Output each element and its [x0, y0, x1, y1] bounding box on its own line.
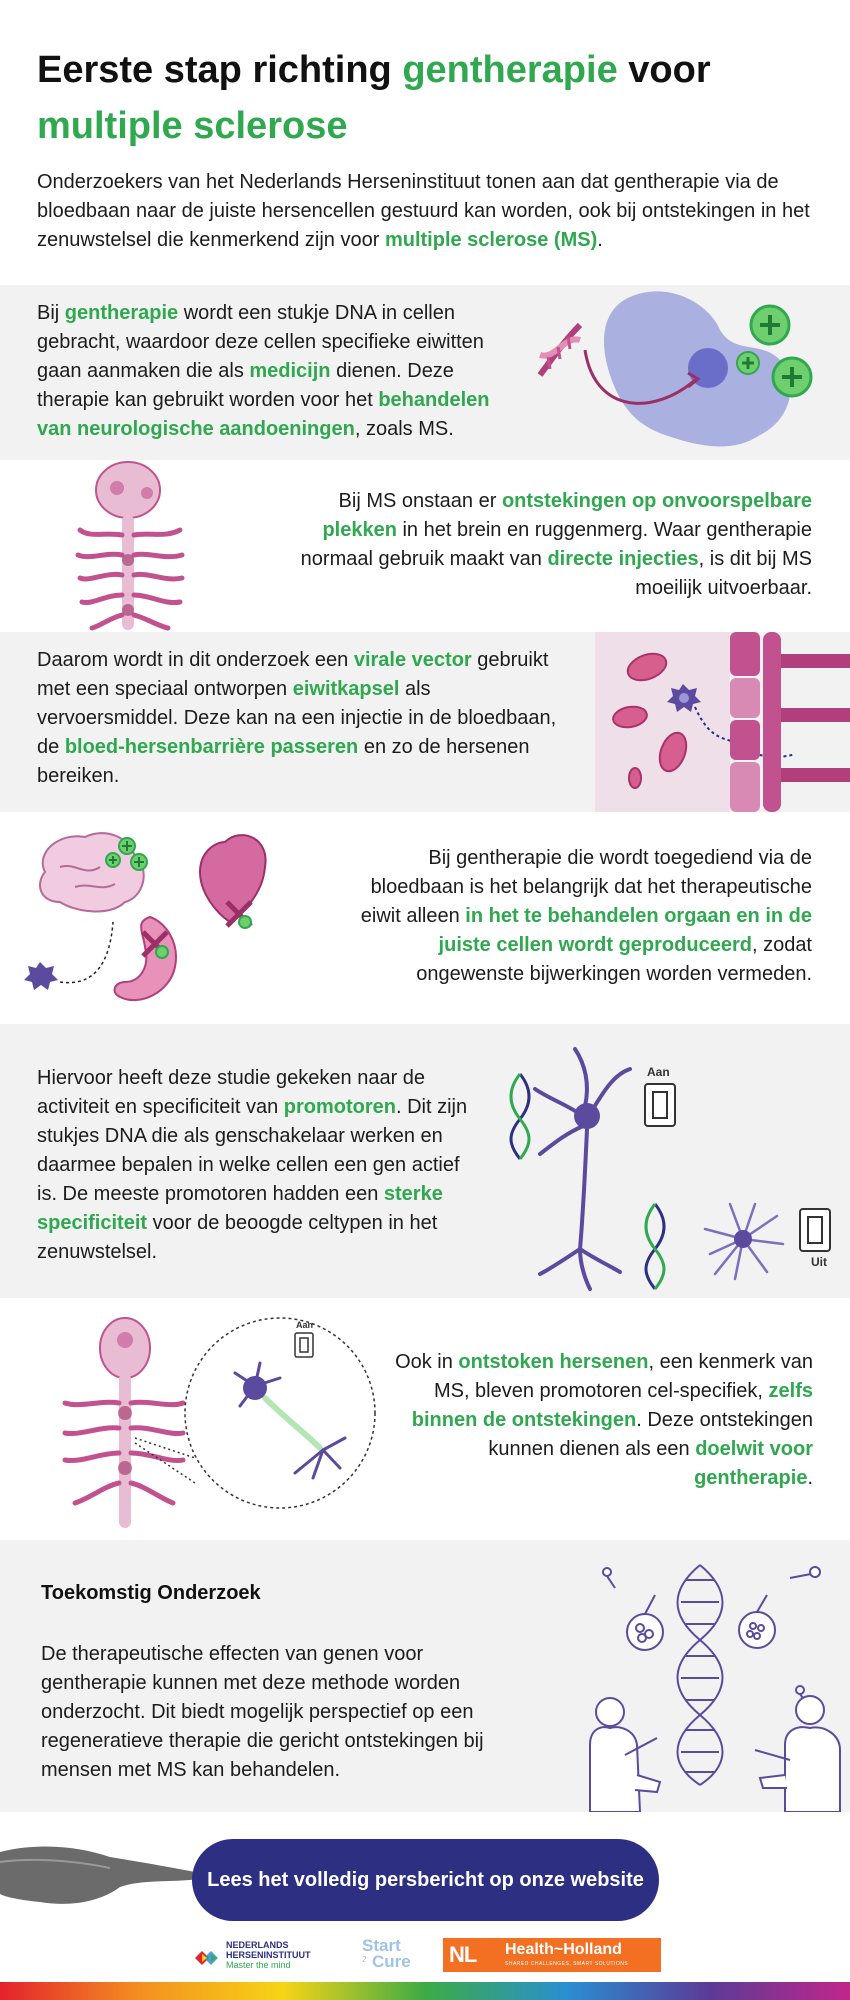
header	[0, 0, 850, 285]
nhi-line1: NEDERLANDS	[226, 1940, 289, 1950]
section-future-research	[0, 1540, 850, 1812]
viral-vector-text: Daarom wordt in dit onderzoek een virale vector gebruikt met een speciaal ontworpen eiwitkapsel als vervoersmiddel. Deze kan na een injectie in de bloedbaan, de bloed-hersenbarrière passeren en zo de hersenen bereiken.	[37, 649, 557, 787]
inflamed-brain-illustration	[55, 1308, 380, 1533]
endothelial-barrier-icon	[730, 632, 781, 812]
future-research-text: De therapeutische effecten van genen voor gentherapie kunnen met deze methode worden onderzocht. Dit biedt mogelijk perspectief op een regeneratieve therapie die gericht ontstekingen bij mensen met MS kan behandelen.	[41, 1643, 484, 1781]
nhi-line2: HERSENINSTITUUT	[226, 1950, 311, 1960]
switch-on-icon	[295, 1333, 313, 1357]
switch-on-label: Aan	[647, 1065, 670, 1079]
molecule-bubbles-icon	[603, 1567, 820, 1704]
logo-nhi[interactable]	[193, 1938, 338, 1976]
section-inflamed-brain	[0, 1298, 850, 1540]
astrocyte-endfeet-icon	[781, 654, 850, 782]
dna-strand-icon	[540, 325, 580, 375]
page-title: Eerste stap richting gentherapie voor multiple sclerose	[37, 49, 711, 147]
nhi-logo-icon	[193, 1944, 221, 1972]
switch-on-icon	[645, 1084, 675, 1126]
two-text: 2	[362, 1955, 367, 1964]
section-gene-therapy	[0, 285, 850, 460]
switch-off-icon	[800, 1209, 830, 1251]
organs-illustration	[15, 822, 305, 1017]
section-promoters	[0, 1024, 850, 1298]
pointing-hand-icon	[0, 1832, 200, 1912]
cure-text: Cure	[372, 1952, 411, 1971]
dna-strand-icon	[511, 1074, 529, 1159]
researcher-left-icon	[590, 1698, 660, 1812]
nl-text: NL	[449, 1942, 477, 1967]
spinal-cord-icon	[119, 1373, 131, 1528]
switch-on-label: Aan	[296, 1320, 314, 1330]
logo-start2cure[interactable]	[360, 1936, 432, 1976]
switch-off-label: Uit	[811, 1255, 827, 1269]
neuron-soma-icon	[574, 1103, 600, 1129]
gene-therapy-text: Bij gentherapie wordt een stukje DNA in cellen gebracht, waardoor deze cellen specifieke eiwitten gaan aanmaken die als medicijn dienen. Deze therapie kan gebruikt worden voor het behandelen van neurologische aandoeningen, zoals MS.	[37, 302, 490, 440]
cell-dna-illustration	[520, 285, 850, 460]
blood-brain-barrier-illustration	[595, 632, 850, 812]
future-research-heading: Toekomstig Onderzoek	[41, 1582, 261, 1604]
section-specific-expression	[0, 812, 850, 1024]
read-press-release-button[interactable]: Lees het volledig persbericht op onze website	[192, 1839, 659, 1921]
promoter-switch-illustration	[505, 1044, 850, 1294]
neuron-icon	[535, 1049, 630, 1289]
researchers-illustration	[585, 1560, 850, 1812]
researcher-right-icon	[755, 1696, 840, 1812]
section-ms-inflammation	[0, 460, 850, 632]
ms-inflammation-text: Bij MS onstaan er ontstekingen op onvoorspelbare plekken in het brein en ruggenmerg. Waar gentherapie normaal gebruik maakt van directe injecties, is dit bij MS moeilijk uitvoerbaar.	[300, 490, 812, 599]
hh-tagline: SHARED CHALLENGES, SMART SOLUTIONS	[505, 1961, 629, 1967]
specific-expression-text: Bij gentherapie die wordt toegediend via de bloedbaan is het belangrijk dat het therapeutische eiwit alleen in het te behandelen orgaan en in de juiste cellen wordt geproduceerd, zodat ongewenste bijwerkingen worden vermeden.	[360, 847, 812, 985]
nervous-system-illustration	[70, 460, 200, 632]
intro-text: Onderzoekers van het Nederlands Herseninstituut tonen aan dat gentherapie via de bloedbaan naar de juiste hersencellen gestuurd kan worden, ook bij ontstekingen in het zenuwstelsel die kenmerkend zijn voor multiple sclerose (MS).	[37, 171, 810, 251]
logo-health-holland[interactable]	[443, 1938, 661, 1972]
dna-helix-icon	[678, 1565, 723, 1785]
promoters-text: Hiervoor heeft deze studie gekeken naar de activiteit en specificiteit van promotoren. Dit zijn stukjes DNA die als genschakelaar werken en daarmee bepalen in welke cellen een gen actief is. De meeste promotoren hadden een sterke specificiteit voor de beoogde celtypen in het zenuwstelsel.	[37, 1067, 468, 1263]
section-viral-vector	[0, 632, 850, 812]
dna-strand-icon	[646, 1204, 664, 1289]
nhi-tagline: Master the mind	[226, 1960, 291, 1970]
start-text: Start	[362, 1936, 401, 1955]
inflamed-brain-text: Ook in ontstoken hersenen, een kenmerk van MS, bleven promotoren cel-specifiek, zelfs binnen de ontstekingen. Deze ontstekingen kunnen dienen als een doelwit voor gentherapie.	[395, 1351, 813, 1489]
rainbow-bar	[0, 1982, 850, 2000]
hh-text: Health~Holland	[505, 1941, 622, 1958]
footer	[0, 1812, 850, 1982]
viral-vector-icon	[24, 962, 58, 990]
stomach-icon	[115, 917, 176, 1000]
